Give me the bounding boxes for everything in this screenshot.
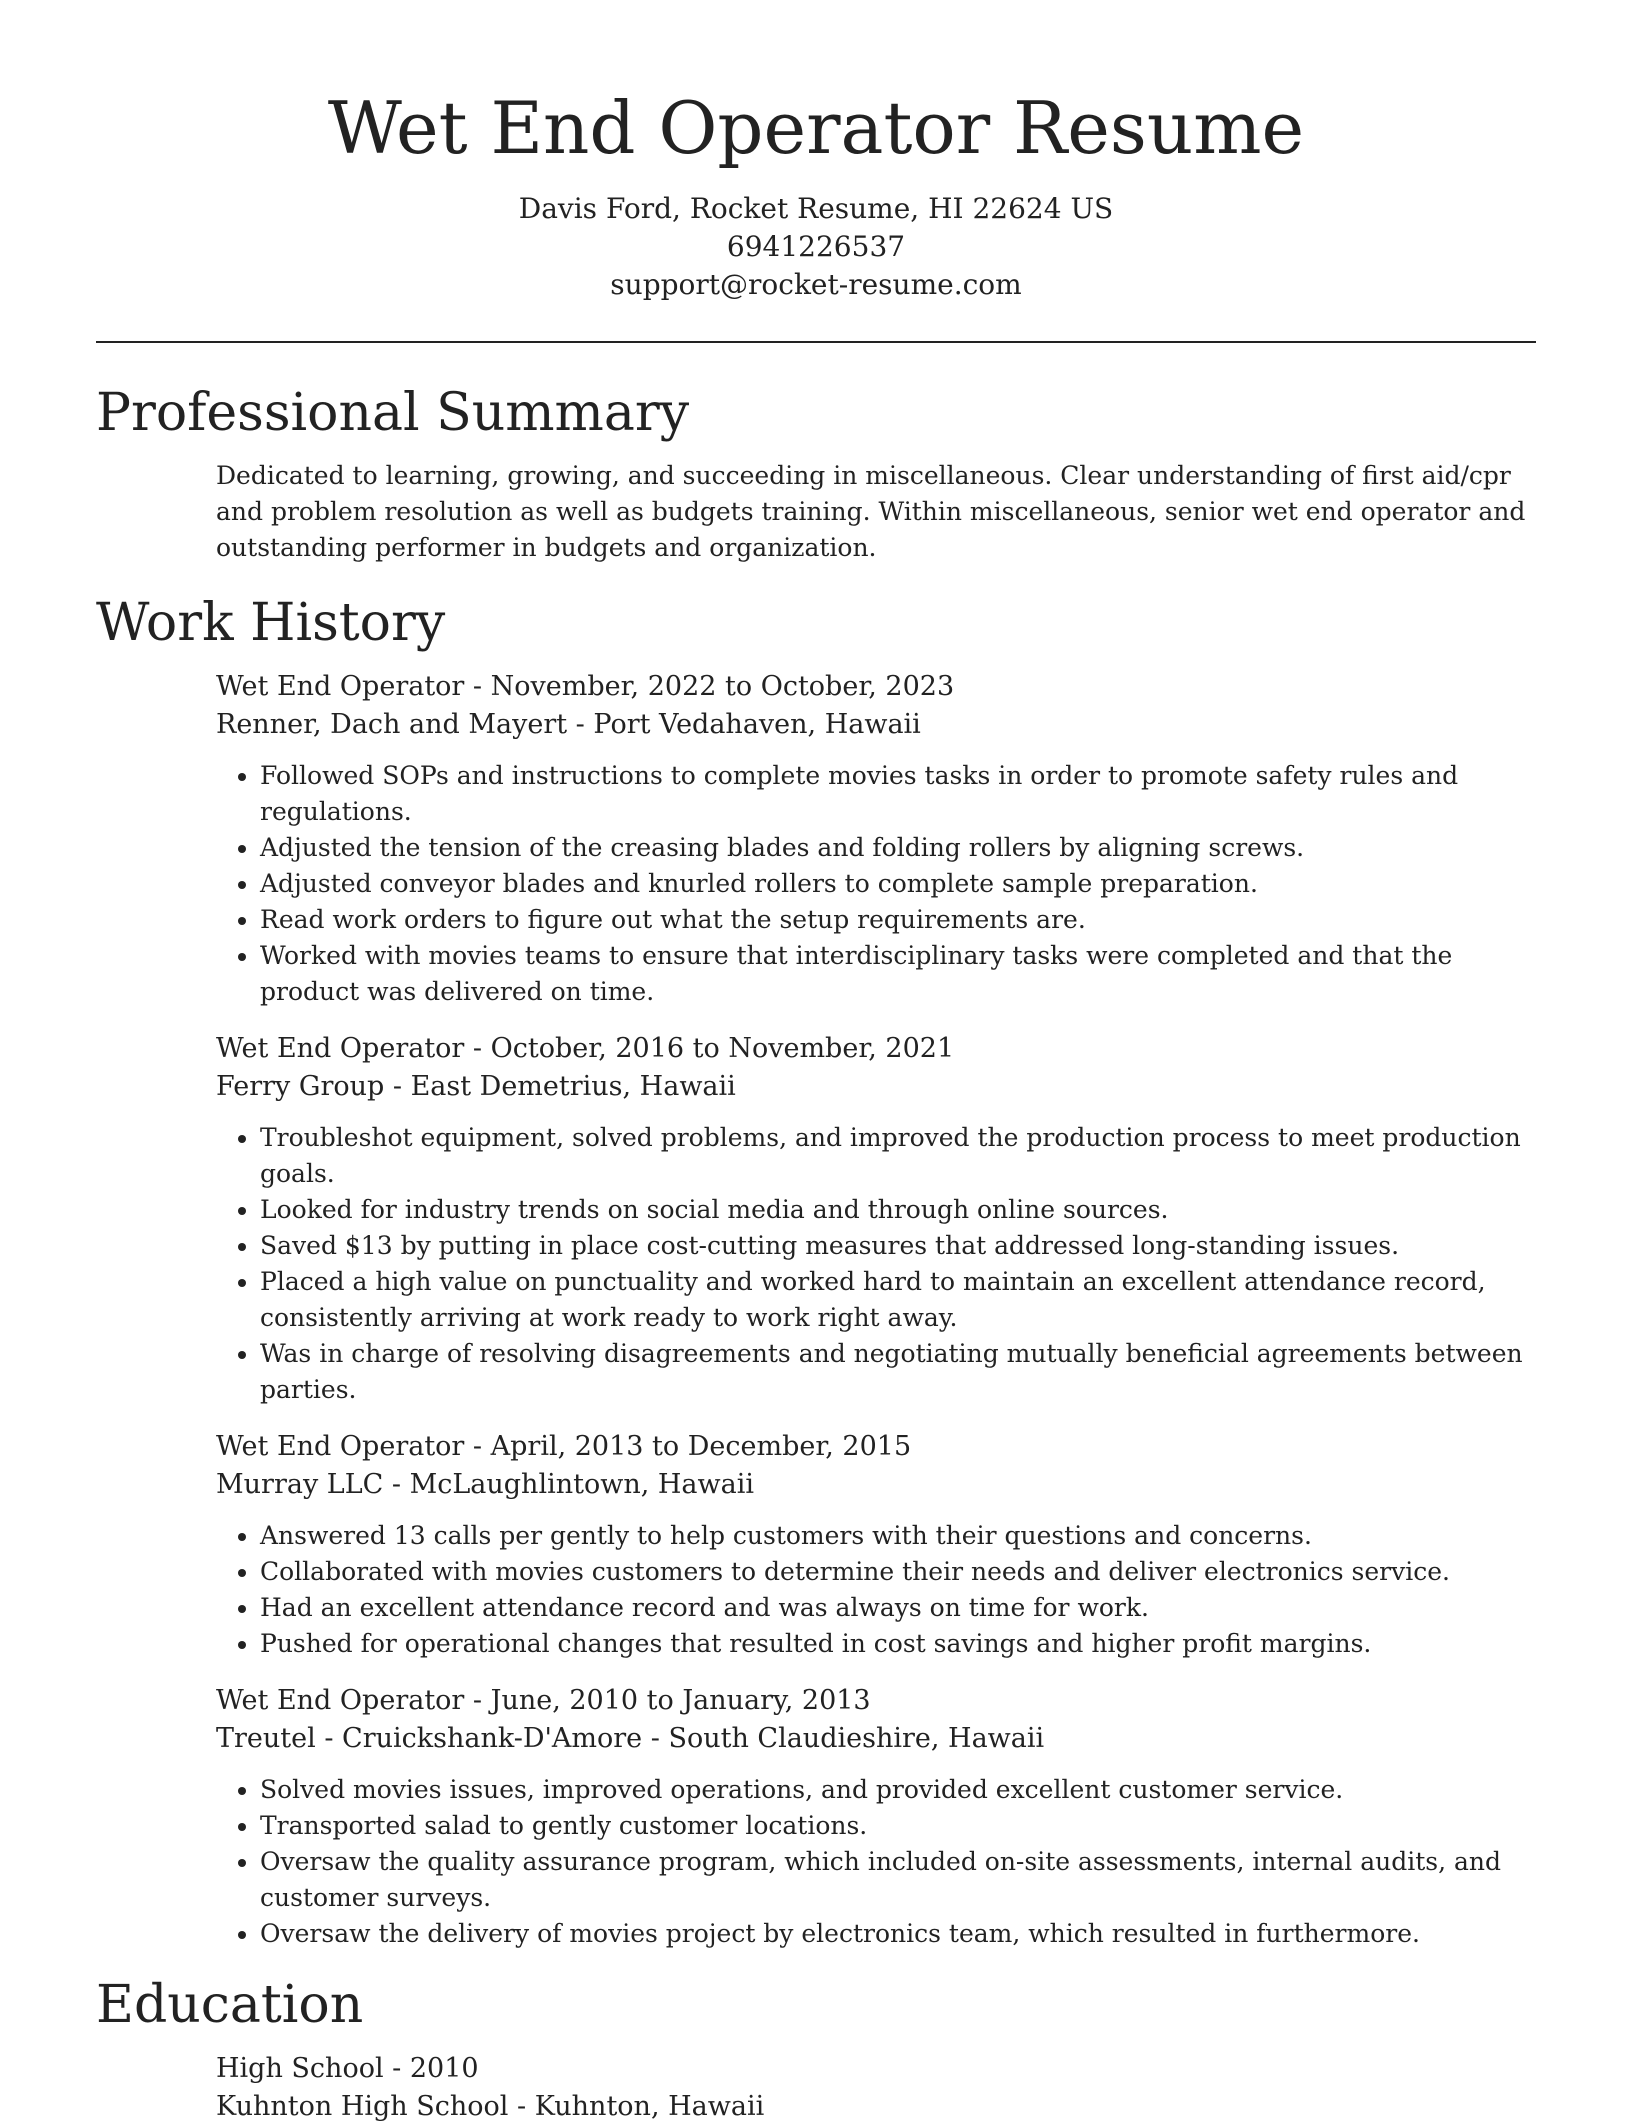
- work-history-heading: Work History: [96, 593, 446, 653]
- education-school-line: Kuhnton High School - Kuhnton, Hawaii: [216, 2091, 765, 2122]
- job-bullets: [216, 1518, 1536, 1662]
- job-bullet: • Answered 13 calls per gently to help customers with their questions and concerns.: [260, 1518, 1536, 1554]
- summary-heading: Professional Summary: [96, 383, 690, 443]
- job-title-line: Wet End Operator - June, 2010 to January, 2013: [216, 1685, 871, 1716]
- job-bullet: • Oversaw the delivery of movies project by electronics team, which resulted in furthermore.: [260, 1916, 1536, 1952]
- header-divider: [96, 341, 1536, 343]
- job-bullet: • Looked for industry trends on social media and through online sources.: [260, 1192, 1536, 1228]
- job-bullet: • Transported salad to gently customer locations.: [260, 1808, 1536, 1844]
- job-bullet: • Followed SOPs and instructions to complete movies tasks in order to promote safety rules and regulations.: [260, 758, 1536, 830]
- job-bullet: • Had an excellent attendance record and was always on time for work.: [260, 1590, 1536, 1626]
- job-bullets: [216, 758, 1536, 1010]
- education-entry: [216, 2050, 1536, 2126]
- job-entry: [216, 1030, 1536, 1408]
- job-title-line: Wet End Operator - November, 2022 to October, 2023: [216, 671, 955, 702]
- job-bullet: • Adjusted conveyor blades and knurled rollers to complete sample preparation.: [260, 866, 1536, 902]
- job-bullet: • Solved movies issues, improved operations, and provided excellent customer service.: [260, 1772, 1536, 1808]
- summary-text: Dedicated to learning, growing, and succeeding in miscellaneous. Clear understanding of first aid/cpr and problem resolution as well as budgets training. Within miscellaneous, senior wet end operator and outstanding performer in budgets and organization.: [216, 461, 1526, 562]
- job-bullet: • Was in charge of resolving disagreements and negotiating mutually beneficial agreements between parties.: [260, 1336, 1536, 1408]
- job-bullet: • Placed a high value on punctuality and worked hard to maintain an excellent attendance record, consistently arriving at work ready to work right away.: [260, 1264, 1536, 1336]
- resume-content: [96, 380, 1536, 2126]
- job-bullet: • Pushed for operational changes that resulted in cost savings and higher profit margins.: [260, 1626, 1536, 1662]
- job-bullet: • Troubleshot equipment, solved problems, and improved the production process to meet production goals.: [260, 1120, 1536, 1192]
- job-title-line: Wet End Operator - April, 2013 to December, 2015: [216, 1431, 912, 1462]
- job-bullets: [216, 1772, 1536, 1952]
- job-company-line: Ferry Group - East Demetrius, Hawaii: [216, 1071, 736, 1102]
- contact-phone: 6941226537: [726, 230, 906, 263]
- education-title-line: High School - 2010: [216, 2053, 479, 2084]
- resume-header: [0, 0, 1632, 304]
- job-bullets: [216, 1120, 1536, 1408]
- job-entry: [216, 1428, 1536, 1662]
- job-bullet: • Adjusted the tension of the creasing blades and folding rollers by aligning screws.: [260, 830, 1536, 866]
- job-bullet: • Read work orders to figure out what the setup requirements are.: [260, 902, 1536, 938]
- job-entry: [216, 1682, 1536, 1952]
- job-company-line: Treutel - Cruickshank-D'Amore - South Claudieshire, Hawaii: [216, 1723, 1045, 1754]
- job-company-line: Renner, Dach and Mayert - Port Vedahaven, Hawaii: [216, 709, 921, 740]
- job-bullet: • Saved $13 by putting in place cost-cutting measures that addressed long-standing issues.: [260, 1228, 1536, 1264]
- contact-address: Davis Ford, Rocket Resume, HI 22624 US: [518, 192, 1114, 225]
- job-bullet: • Collaborated with movies customers to determine their needs and deliver electronics service.: [260, 1554, 1536, 1590]
- job-company-line: Murray LLC - McLaughlintown, Hawaii: [216, 1469, 754, 1500]
- job-entry: [216, 668, 1536, 1010]
- job-bullet: • Worked with movies teams to ensure that interdisciplinary tasks were completed and that the product was delivered on time.: [260, 938, 1536, 1010]
- education-heading: Education: [96, 1975, 364, 2035]
- job-bullet: • Oversaw the quality assurance program, which included on-site assessments, internal audits, and customer surveys.: [260, 1844, 1536, 1916]
- contact-email: support@rocket-resume.com: [610, 268, 1022, 301]
- job-title-line: Wet End Operator - October, 2016 to November, 2021: [216, 1033, 955, 1064]
- resume-title: Wet End Operator Resume: [327, 86, 1305, 170]
